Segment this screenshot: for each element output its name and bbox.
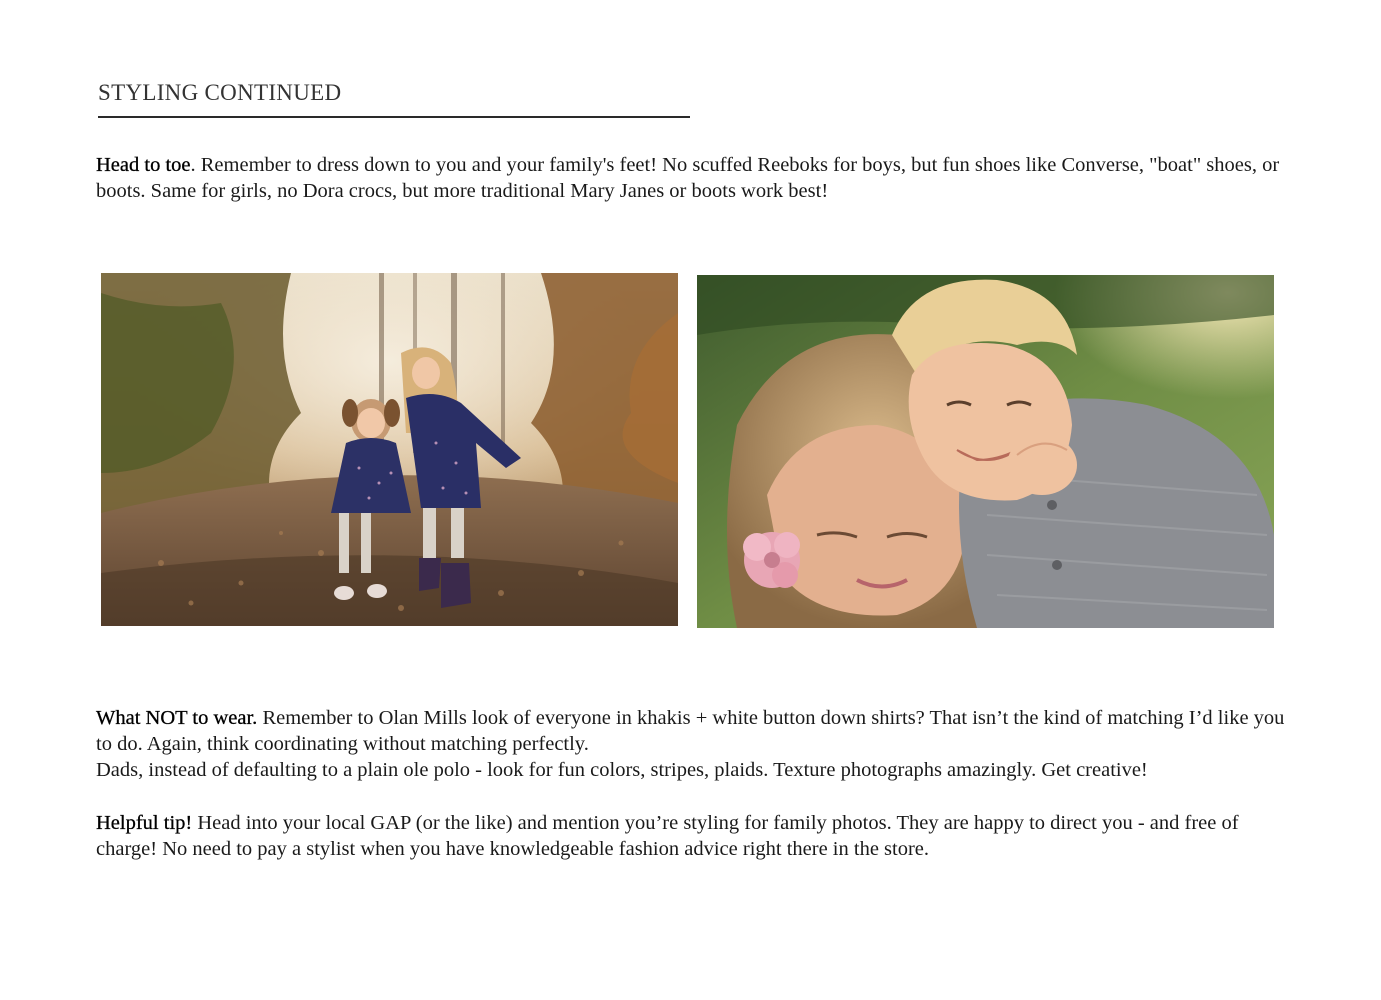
head-to-toe-paragraph bbox=[96, 152, 1286, 204]
what-not-to-wear-paragraph bbox=[96, 705, 1286, 783]
helpful-tip-heading: Helpful tip! bbox=[96, 812, 193, 834]
helpful-tip-text: Head into your local GAP (or the like) and mention you’re styling for family photos. They are happy to direct you - and free of charge! No need to pay a stylist when you have knowledgeable fashion advice right there in the store. bbox=[96, 812, 1239, 860]
page-title: STYLING CONTINUED bbox=[98, 80, 342, 105]
girls-running-image bbox=[101, 273, 678, 626]
what-not-to-wear-text: Remember to Olan Mills look of everyone in khakis + white button down shirts? That isn’t the kind of matching I’d like you to do. Again, think coordinating without matching perfectly. bbox=[96, 707, 1285, 755]
girls-running-photo bbox=[101, 273, 678, 626]
head-to-toe-text: . Remember to dress down to you and your family's feet! No scuffed Reeboks for boys, but fun shoes like Converse, "boat" shoes, or boots. Same for girls, no Dora crocs, but more traditional Mary Janes or boots work best! bbox=[96, 154, 1280, 202]
title-underline bbox=[98, 116, 690, 118]
head-to-toe-heading: Head to toe bbox=[96, 154, 191, 176]
mother-son-photo bbox=[697, 275, 1274, 628]
mother-son-image bbox=[697, 275, 1274, 628]
helpful-tip-paragraph bbox=[96, 810, 1286, 862]
dads-advice-text: Dads, instead of defaulting to a plain ole polo - look for fun colors, stripes, plaids. Texture photographs amazingly. Get creative! bbox=[96, 759, 1148, 781]
what-not-to-wear-heading: What NOT to wear. bbox=[96, 707, 258, 729]
